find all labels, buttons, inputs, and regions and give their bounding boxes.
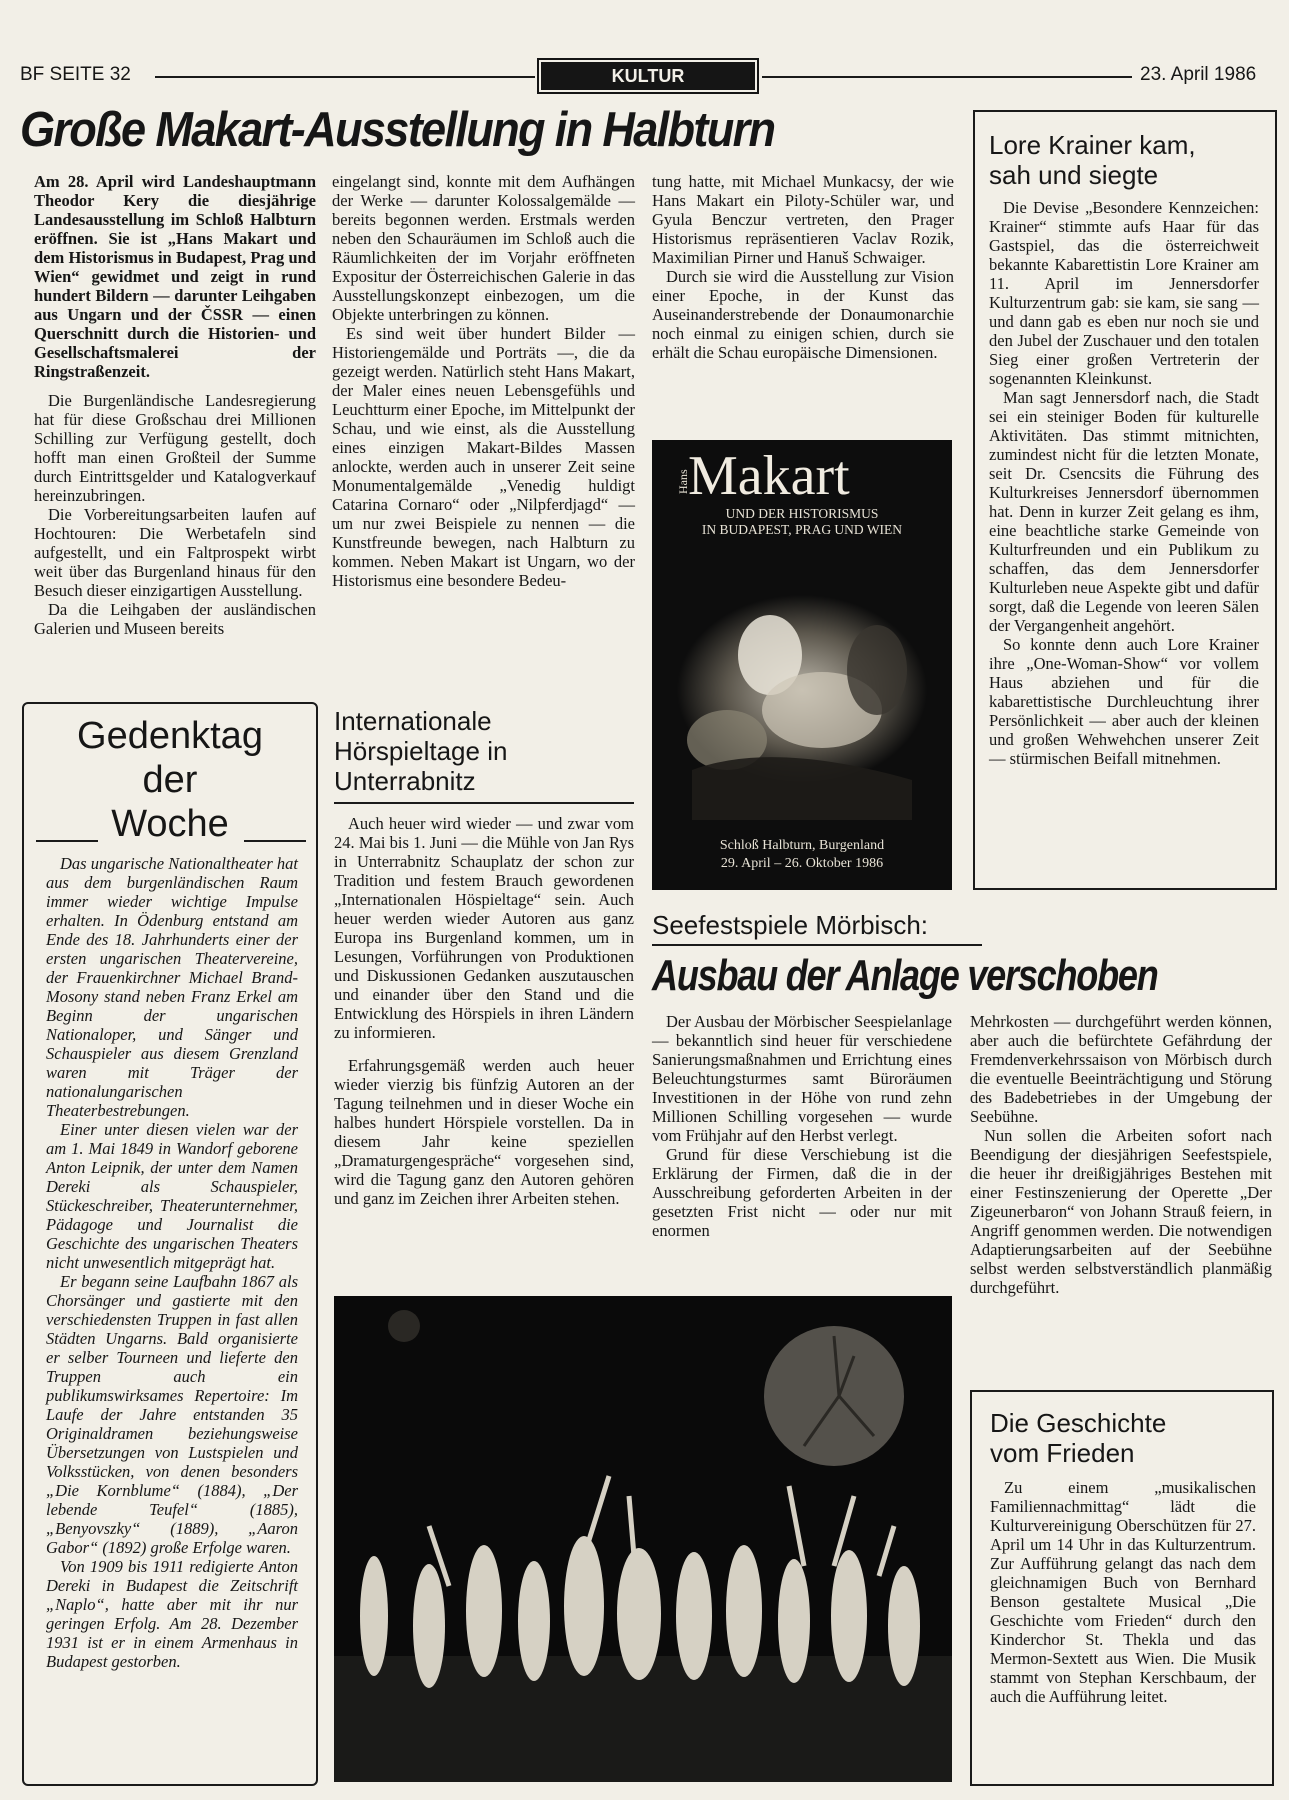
main-paragraph: Die Burgenländische Landesregierung hat für diese Großschau drei Millionen Schilling zur Verfügung gestellt, doch hofft man einen Großteil der Summe durch Eintrittsgelder und Katalogverkauf hereinzubringen. — [34, 391, 316, 505]
header-rule-left — [155, 76, 535, 78]
makart-poster — [652, 440, 952, 890]
moerbisch-col2 — [970, 1012, 1272, 1297]
moerbisch-paragraph: Mehrkosten — durchgeführt werden können, aber auch die befürchtete Gefährdung der Fremdenverkehrssaison von Mörbisch durch die eventuelle Beeinträchtigung und Störung des Badebetriebes in der Umgebung der Seebühne. — [970, 1012, 1272, 1126]
krainer-headline-1: Lore Krainer kam, — [989, 130, 1196, 160]
moerbisch-rule — [652, 944, 982, 946]
frieden-body — [990, 1478, 1256, 1706]
main-headline: Große Makart-Ausstellung in Halbturn — [20, 103, 775, 157]
poster-title: Makart — [688, 445, 850, 507]
main-paragraph: Da die Leihgaben der ausländischen Galerien und Museen bereits — [34, 600, 316, 638]
krainer-box — [973, 110, 1277, 890]
moerbisch-col1 — [652, 1012, 952, 1240]
header-rule-right — [762, 76, 1132, 78]
hoerspiel-headline-2: Hörspieltage in — [334, 736, 508, 766]
frieden-headline-1: Die Geschichte — [990, 1408, 1167, 1438]
main-paragraph: eingelangt sind, konnte mit dem Aufhängen der Werke — darunter Kolossalgemälde — bereits begonnen werden. Erstmals werden neben den Schauräumen im Schloß auch die Räumlichkeiten der im Vorjahr eröffneten Expositur der Österreichischen Galerie in das Ausstellungskonzept einbezogen, um die Objekte unterbringen zu können. — [332, 172, 635, 324]
frieden-headline-2: vom Frieden — [990, 1438, 1135, 1468]
frieden-box — [970, 1390, 1274, 1786]
issue-date: 23. April 1986 — [1140, 64, 1257, 85]
main-article-col1 — [34, 172, 316, 638]
hoerspiel-body — [334, 814, 634, 1208]
krainer-headline-2: sah und siegte — [989, 160, 1159, 190]
gedenktag-body — [46, 854, 298, 1671]
gedenktag-paragraph: Er begann seine Laufbahn 1867 als Chorsänger und gastierte mit den verschiedensten Truppen in fast allen Städten Ungarns. Bald organisierte er selber Tourneen und lieferte den Truppen auch ein publikumswirksames Repertoire: Im Laufe der Jahre entstanden 35 Originaldramen beziehungsweise Übersetzungen von Lustspielen und Volksstücken, von denen besonders „Die Kornblume“ (1884), „Der lebende Teufel“ (1885), „Benyovszky“ (1889), „Aaron Gabor“ (1892) große Erfolge waren. — [46, 1272, 298, 1557]
main-article-col2 — [332, 172, 635, 590]
gedenktag-underline-left — [36, 840, 98, 842]
moerbisch-paragraph: Der Ausbau der Mörbischer Seespielanlage — bekanntlich sind heuer für verschiedene Sanierungsmaßnahmen und Errichtung eines Beleuchtungsturmes samt Büroräumen Investitionen in der Höhe von rund zehn Millionen Schilling vorgesehen — wurde vom Frühjahr auf den Herbst verlegt. — [652, 1012, 952, 1145]
gedenktag-paragraph: Einer unter diesen vielen war der am 1. Mai 1849 in Wandorf geborene Anton Leipnik, der unter dem Namen Dereki als Schauspieler, Stückeschreiber, Theaterunternehmer, Pädagoge und Journalist die Geschichte des ungarischen Theaters nicht unwesentlich mitgeprägt hat. — [46, 1120, 298, 1272]
krainer-paragraph: So konnte denn auch Lore Krainer ihre „One-Woman-Show“ vor vollem Haus abziehen und für die kabarettistische Durchleuchtung ihrer Persönlichkeit — aber auch der kleinen und großen Wehwehchen unserer Zeit — stürmischen Beifall mitnehmen. — [989, 635, 1259, 768]
hoerspiel-headline-1: Internationale — [334, 706, 492, 736]
hoerspiel-rule — [334, 802, 634, 804]
moerbisch-paragraph: Nun sollen die Arbeiten sofort nach Beendigung der diesjährigen Seefestspiele, die heuer ihr dreißigjähriges Bestehen mit einer Festinszenierung der Operette „Der Zigeunerbaron“ von Johann Strauß feiern, in Angriff genommen werden. Die notwendigen Adaptierungsarbeiten auf der Seebühne selbst werden selbstverständlich planmäßig durchgeführt. — [970, 1126, 1272, 1297]
gedenktag-paragraph: Das ungarische Nationaltheater hat aus dem burgenländischen Raum immer wieder wichtige Impulse erhalten. In Ödenburg entstand am Ende des 18. Jahrhunderts einer der ersten ungarischen Theatervereine, der Frauenkirchner Michael Brand-Mosony stand neben Franz Erkel am Beginn der ungarischen Nationaloper, und Sänger und Schauspieler aus diesem Grenzland waren mit Träger der nationalungarischen Theaterbestrebungen. — [46, 854, 298, 1120]
main-paragraph: Durch sie wird die Ausstellung zur Vision einer Epoche, in der Kunst das Auseinanderstrebende der Donaumonarchie noch einmal zu einigen schien, durch sie erhält die Schau europäische Dimensionen. — [652, 267, 954, 362]
moerbisch-paragraph: Grund für diese Verschiebung ist die Erklärung der Firmen, daß die in der Ausschreibung geforderten Arbeiten in der gesetzten Frist nicht — oder nur mit enormen — [652, 1145, 952, 1240]
gedenktag-paragraph: Von 1909 bis 1911 redigierte Anton Dereki in Budapest die Zeitschrift „Naplo“, hatte aber mit ihr nur geringen Erfolg. Am 28. Dezember 1931 ist er in einem Armenhaus in Budapest gestorben. — [46, 1557, 298, 1671]
section-label: KULTUR — [541, 62, 755, 90]
main-paragraph: Die Vorbereitungsarbeiten laufen auf Hochtouren: Die Werbetafeln sind aufgestellt, und ein Faltprospekt wirbt weit über das Burgenland hinaus für den Besuch dieser einzigartigen Ausstellung. — [34, 505, 316, 600]
moerbisch-kicker: Seefestspiele Mörbisch: — [652, 910, 929, 940]
krainer-paragraph: Die Devise „Besondere Kennzeichen: Krainer“ stimmte aufs Haar für das Gastspiel, das die österreichweit bekannte Kabarettistin Lore Krainer am 11. April im Jennersdorfer Kulturzentrum gab: sie kam, sie sang — und dann gab es eben nur noch sie und den Jubel der Zuschauer und den totalen Sieg einer großen Vertreterin der sogenannten Kleinkunst. — [989, 198, 1259, 388]
gedenktag-title-1: Gedenktag — [77, 715, 263, 757]
stage-photo-graphic — [334, 1296, 952, 1782]
hoerspiel-headline — [334, 706, 507, 796]
poster-vertical-word: Hans — [676, 469, 690, 494]
hoerspiel-paragraph: Auch heuer wird wieder — und zwar vom 24. Mai bis 1. Juni — die Mühle von Jan Rys in Unterrabnitz Schauplatz der schon zur Tradition und festem Brauch gewordenen „Internationalen Höspieltage“ sein. Auch heuer werden wieder Autoren aus ganz Europa ins Burgenland kommen, um in Lesungen, Vorführungen von Produktionen und Diskussionen Gedanken auszutauschen und einander über den Stand und die Entwicklung des Hörspiels in ihren Ländern zu informieren. — [334, 814, 634, 1042]
gedenktag-title-2: der — [142, 759, 198, 801]
gedenktag-underline-right — [244, 840, 306, 842]
stage-photo — [334, 1296, 952, 1782]
poster-subtitle-1: UND DER HISTORISMUS — [725, 506, 879, 521]
krainer-paragraph: Man sagt Jennersdorf nach, die Stadt sei ein steiniger Boden für kulturelle Aktivitäten. Das stimmt mitnichten, zumindest nicht für die letzten Monate, seit Dr. Csencsits die Führung des Kulturkreises Jennersdorf übernommen hat. Denn in kurzer Zeit gelang es ihm, eine beachtliche starke Gemeinde von Kulturfreunden und ein Publikum zu schaffen, das dem Jennersdorfer Kulturleben neue Aspekte gibt und dafür sorgt, daß die Legende von leeren Sälen der Vergangenheit angehört. — [989, 388, 1259, 635]
poster-location: Schloß Halbturn, Burgenland — [719, 838, 885, 853]
gedenktag-box — [22, 702, 318, 1786]
poster-dates: 29. April – 26. Oktober 1986 — [720, 856, 884, 871]
main-paragraph: Es sind weit über hundert Bilder — Historiengemälde und Porträts —, die da gezeigt werden. Natürlich steht Hans Makart, der Maler eines neuen Lebensgefühls und Leuchtturm einer Epoche, im Mittelpunkt der Schau, und wie einst, als die Ausstellung eines einzigen Makart-Bildes Massen anlockte, werden auch in unserer Zeit seine Monumentalgemälde „Venedig huldigt Catarina Cornaro“ oder „Nilpferdjagd“ — um nur zwei Beispiele zu nennen — die Kunstfreunde bewegen, nach Halbturn zu kommen. Neben Makart ist Ungarn, wo der Historismus eine besondere Bedeu- — [332, 324, 635, 590]
main-article-col3 — [652, 172, 954, 362]
page-label: BF SEITE 32 — [20, 64, 131, 85]
gedenktag-title-3: Woche — [111, 803, 229, 845]
hoerspiel-headline-3: Unterrabnitz — [334, 766, 476, 796]
main-paragraph: tung hatte, mit Michael Munkacsy, der wie Hans Makart ein Piloty-Schüler war, und Gyula Benczur vertreten, den Prager Historismus repräsentieren Vaclav Rozik, Maximilian Pirner und Hanuš Schwaiger. — [652, 172, 954, 267]
moerbisch-headline: Ausbau der Anlage verschoben — [652, 951, 1158, 1000]
frieden-paragraph: Zu einem „musikalischen Familiennachmittag“ lädt die Kulturvereinigung Oberschützen für 27. April um 14 Uhr in das Kulturzentrum. Zur Aufführung gelangt das nach dem gleichnamigen Buch von Bernhard Benson gestaltete Musical „Die Geschichte vom Frieden“ durch den Kinderchor St. Thekla und das Mermon-Sextett aus Wien. Die Musik stammt von Stephan Kerschbaum, der auch die Aufführung leitet. — [990, 1478, 1256, 1706]
main-lead: Am 28. April wird Landeshauptmann Theodor Kery die diesjährige Landesausstellung im Schloß Halbturn eröffnen. Sie ist „Hans Makart und dem Historismus in Budapest, Prag und Wien“ gewidmet und zeigt in rund hundert Bildern — darunter Leihgaben aus Ungarn und der ČSSR — einen Querschnitt durch die Historien- und Gesellschaftsmalerei der Ringstraßenzeit. — [34, 172, 316, 381]
hoerspiel-paragraph: Erfahrungsgemäß werden auch heuer wieder vierzig bis fünfzig Autoren an der Tagung teilnehmen und in dieser Woche ein halbes hundert Hörspiele vorstellen. Da in diesem Jahr keine speziellen „Dramaturgengespräche“ vorgesehen sind, wird die Tagung ganz den Autoren gehören und ganz im Zeichen ihrer Arbeiten stehen. — [334, 1056, 634, 1208]
krainer-body — [989, 198, 1259, 768]
poster-subtitle-2: IN BUDAPEST, PRAG UND WIEN — [701, 522, 903, 537]
